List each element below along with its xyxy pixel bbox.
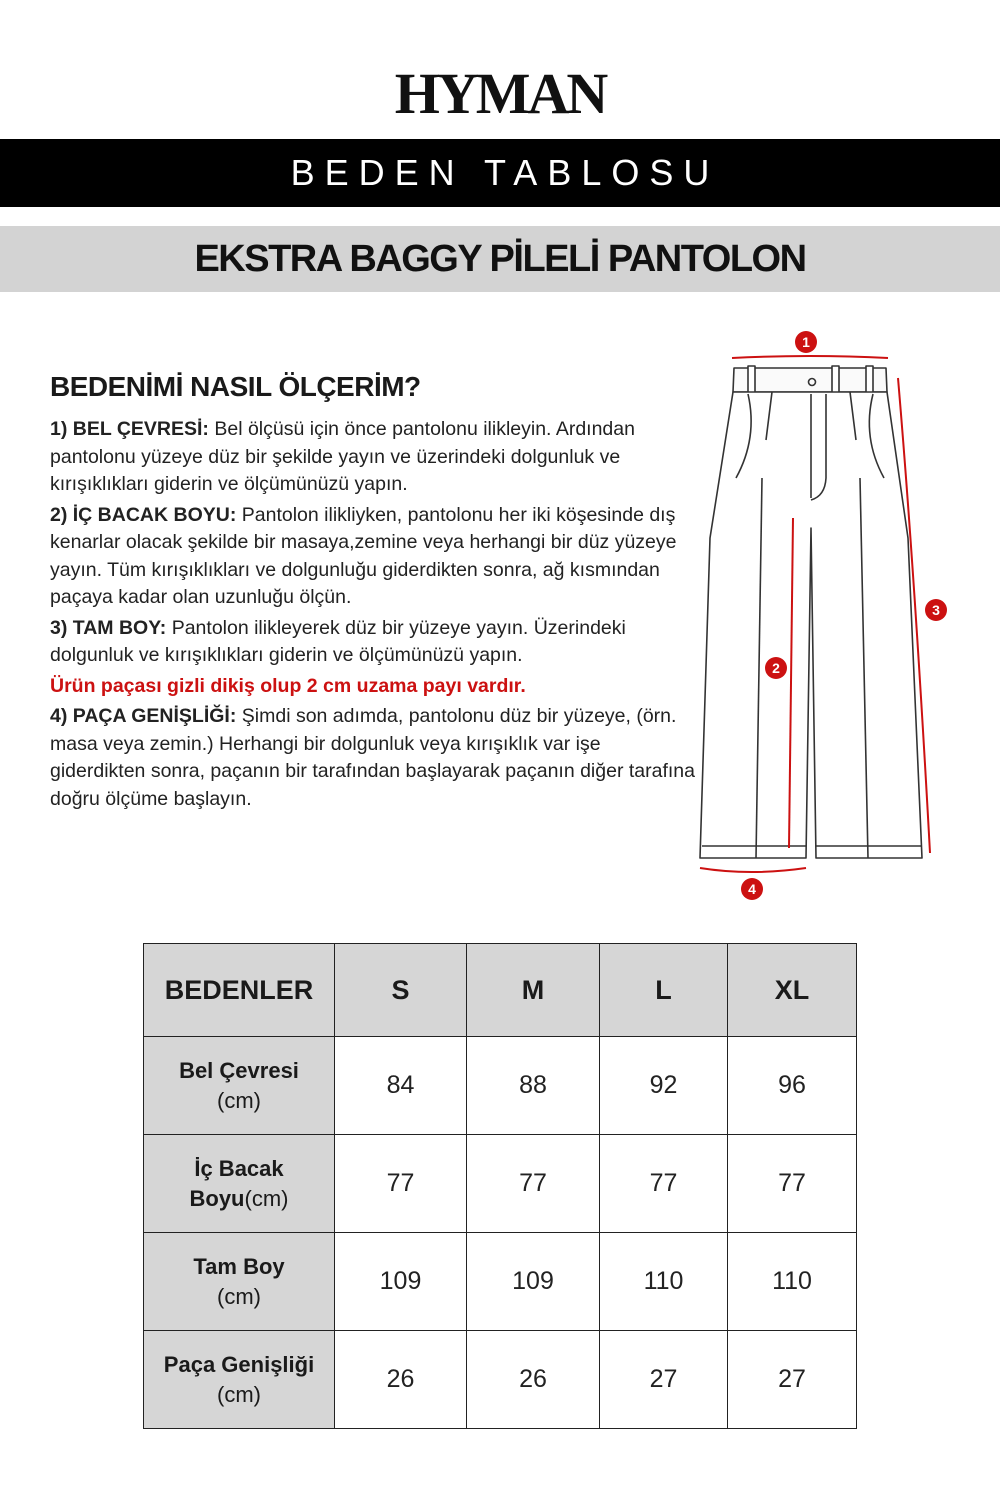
row-unit: (cm) — [217, 1283, 261, 1309]
header-xl: XL — [728, 944, 857, 1037]
step-3 — [50, 615, 700, 670]
marker-2-label: 2 — [772, 660, 780, 676]
table-cell: 110 — [728, 1233, 857, 1331]
step-4-label: 4) PAÇA GENİŞLİĞİ: — [50, 705, 237, 727]
row-label-length — [144, 1233, 335, 1331]
banner — [0, 139, 1000, 207]
measurement-guide — [50, 370, 700, 813]
step-1-label: 1) BEL ÇEVRESİ: — [50, 418, 209, 440]
table-cell: 92 — [600, 1037, 728, 1135]
step-2-label: 2) İÇ BACAK BOYU: — [50, 503, 237, 526]
row-name: Bel Çevresi — [179, 1057, 299, 1083]
header-s: S — [335, 944, 467, 1037]
row-label-hem — [144, 1331, 335, 1429]
table-row — [144, 1233, 857, 1331]
table-row — [144, 1331, 857, 1429]
trousers-diagram — [690, 328, 960, 908]
row-label-inseam: İç Bacak Boyu(cm) — [144, 1135, 335, 1233]
step-4-text: Şimdi son adımda, pantolonu düz bir yüzeye, (örn. masa veya zemin.) Herhangi bir dolgunluk veya kırışıklık var işe giderdikten sonra, paçanın bir tarafından başlayarak paçanın diğer tarafına doğru ölçüme başlayın. — [50, 705, 695, 810]
marker-4-label: 4 — [748, 881, 756, 897]
table-cell: 77 — [728, 1135, 857, 1233]
table-cell: 77 — [335, 1135, 467, 1233]
step-1 — [50, 416, 700, 499]
table-cell: 84 — [335, 1037, 467, 1135]
header-l: L — [600, 944, 728, 1037]
step-3-text: Pantolon ilikleyerek düz bir yüzeye yayın. Üzerindeki dolgunluk ve kırışıklıkları giderin ve ölçümünüzü yapın. — [50, 616, 626, 666]
marker-1-label: 1 — [802, 334, 810, 350]
table-cell: 88 — [467, 1037, 600, 1135]
row-label-waist — [144, 1037, 335, 1135]
header-sizes: BEDENLER — [144, 944, 335, 1037]
row-name: Tam Boy — [193, 1253, 285, 1279]
table-cell: 77 — [467, 1135, 600, 1233]
table-cell: 26 — [335, 1331, 467, 1429]
table-cell: 96 — [728, 1037, 857, 1135]
marker-3-label: 3 — [932, 602, 940, 618]
table-cell: 109 — [467, 1233, 600, 1331]
table-cell: 109 — [335, 1233, 467, 1331]
table-cell: 110 — [600, 1233, 728, 1331]
table-row — [144, 1135, 857, 1233]
row-unit: (cm) — [217, 1381, 261, 1407]
row-name: Paça Genişliği — [163, 1351, 315, 1377]
brand-logo: HYMAN — [394, 61, 606, 126]
step-4 — [50, 703, 700, 813]
product-title: EKSTRA BAGGY PİLELİ PANTOLON — [194, 238, 806, 280]
trousers-outline-icon — [700, 366, 922, 858]
banner-title: BEDEN TABLOSU — [290, 152, 720, 193]
row-unit: (cm) — [244, 1185, 289, 1211]
table-cell: 27 — [728, 1331, 857, 1429]
step-2-text: Pantolon ilikliyken, pantolonu her iki köşesinde dış kenarlar olacak şekilde bir masaya,zemine veya herhangi bir düz yüzeye yayın. Tüm kırışıklıkları ve dolgunluğu giderdikten sonra, ağ kısmından paçaya kadar olan uzunluğu ölçün. — [50, 503, 677, 608]
step-3-label: 3) TAM BOY: — [50, 616, 167, 639]
step-2 — [50, 502, 700, 612]
row-unit: (cm) — [217, 1087, 261, 1113]
table-cell: 27 — [600, 1331, 728, 1429]
table-cell: 26 — [467, 1331, 600, 1429]
header-m: M — [467, 944, 600, 1037]
size-chart-table — [143, 943, 857, 1429]
table-cell: 77 — [600, 1135, 728, 1233]
table-header-row — [144, 944, 857, 1037]
step-1-text: Bel ölçüsü için önce pantolonu ilikleyin. Ardından pantolonu yüzeye düz bir şekilde yayın ve üzerindeki dolgunluk ve kırışıklıkları giderin ve ölçümünüzü yapın. — [50, 418, 635, 495]
product-title-band — [0, 226, 1000, 292]
guide-title: BEDENİMİ NASIL ÖLÇERİM? — [50, 371, 421, 402]
table-row — [144, 1037, 857, 1135]
hem-warning: Ürün paçası gizli dikiş olup 2 cm uzama payı vardır. — [50, 674, 526, 697]
